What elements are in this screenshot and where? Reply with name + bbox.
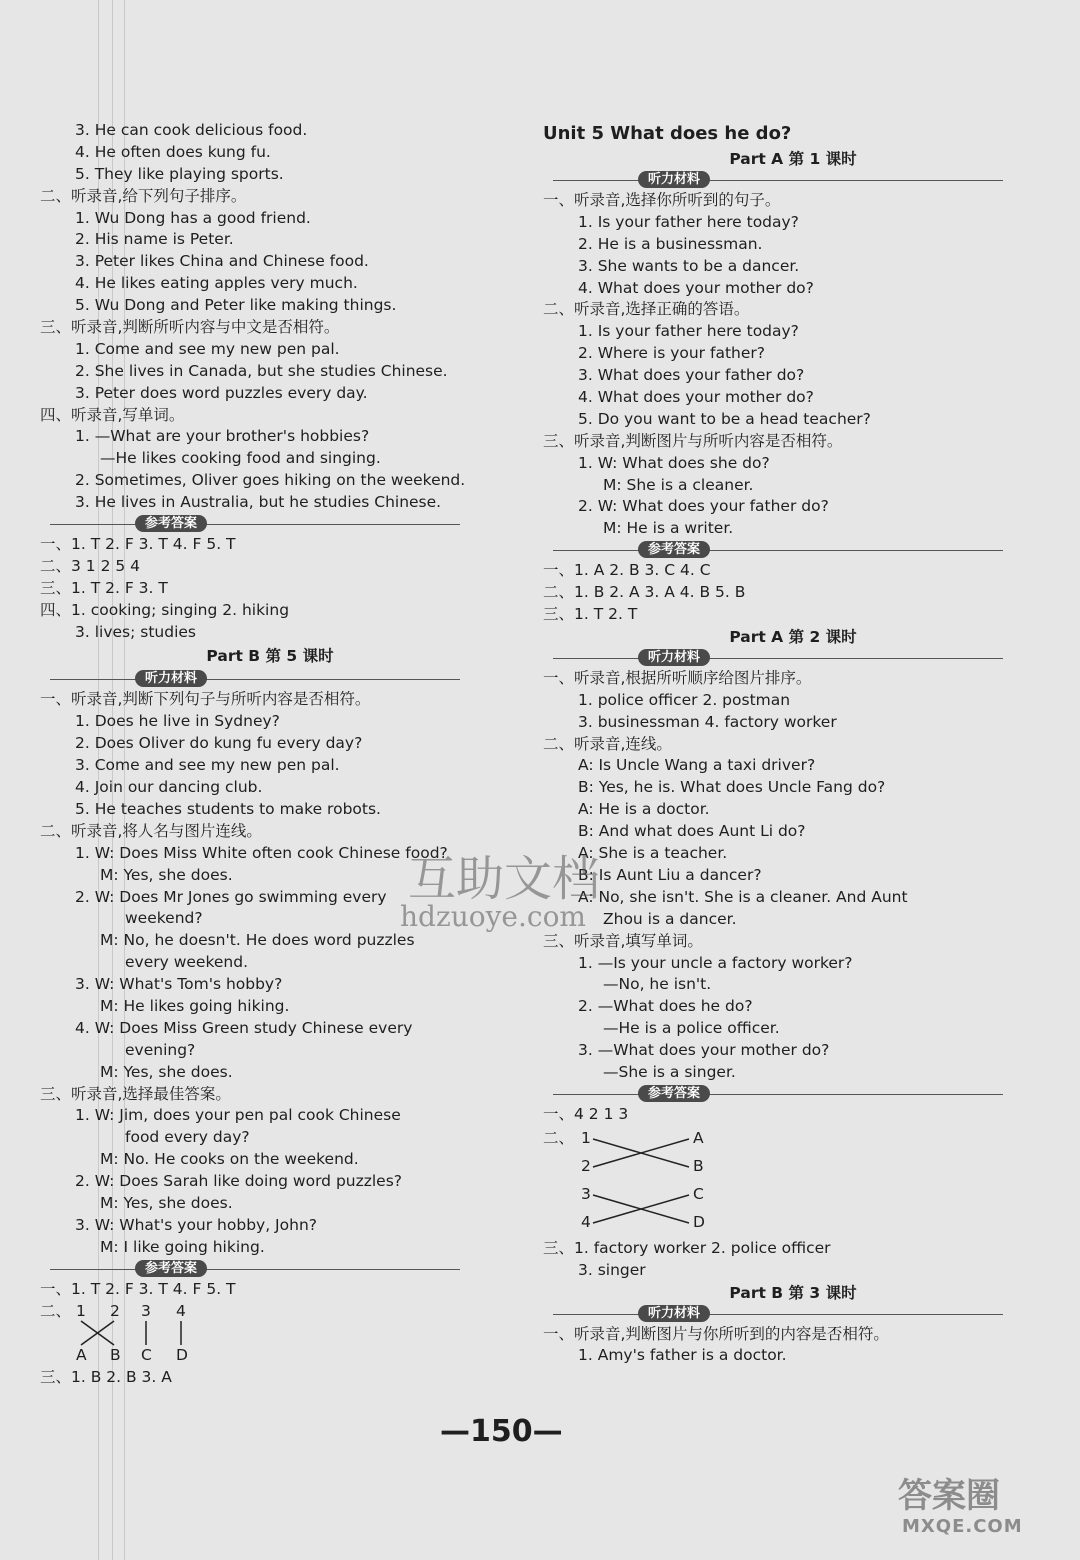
text-line: M: Yes, she does.: [100, 1193, 233, 1212]
left-column: [40, 120, 500, 1388]
listening-divider: [40, 669, 500, 689]
text-line: 1. Amy's father is a doctor.: [578, 1346, 787, 1365]
watermark-url: hdzuoye.com: [400, 900, 586, 933]
answer-label: 二、: [40, 1301, 72, 1320]
text-line: 3. Come and see my new pen pal.: [75, 756, 340, 775]
text-line: M: He is a writer.: [603, 519, 734, 538]
text-line: 1. W: Jim, does your pen pal cook Chinese: [75, 1106, 401, 1125]
text-line: A: No, she isn't. She is a cleaner. And Aunt: [578, 887, 908, 906]
text-line: 1. —What are your brother's hobbies?: [75, 427, 370, 446]
text-line: 1. police officer 2. postman: [578, 690, 791, 709]
match-number: 2: [581, 1156, 591, 1175]
section-heading: 一、听录音,选择你所听到的句子。: [543, 191, 781, 209]
answer-line: 二、3 1 2 5 4: [40, 556, 141, 575]
listening-divider: [543, 1304, 1043, 1324]
text-line: weekend?: [125, 909, 203, 928]
text-line: 2. Does Oliver do kung fu every day?: [75, 734, 363, 753]
site-logo: [898, 1468, 1068, 1548]
logo-text: 答案圈: [898, 1476, 1000, 1516]
section-heading: 四、听录音,写单词。: [40, 405, 185, 424]
text-line: 2. —What does he do?: [578, 997, 753, 1016]
text-line: —No, he isn't.: [603, 975, 712, 994]
text-line: 5. Wu Dong and Peter like making things.: [75, 296, 397, 315]
section-heading: 三、听录音,判断图片与所听内容是否相符。: [543, 431, 843, 450]
match-number: 4: [176, 1301, 186, 1320]
match-lines: [543, 1126, 723, 1238]
logo-site: MXQE.COM: [902, 1516, 1023, 1537]
text-line: Zhou is a dancer.: [603, 909, 737, 928]
answer-label: 二、: [543, 1128, 575, 1147]
section-heading: 三、听录音,选择最佳答案。: [40, 1084, 231, 1103]
lesson-heading: Part B 第 3 课时: [729, 1283, 857, 1302]
text-line: 1. Is your father here today?: [578, 212, 799, 231]
text-line: M: Yes, she does.: [100, 1062, 233, 1081]
text-line: 3. He lives in Australia, but he studies Chinese.: [75, 493, 442, 512]
listening-tag: 听力材料: [638, 649, 710, 666]
answer-line: 三、1. T 2. T: [543, 605, 638, 624]
section-heading: 三、听录音,填写单词。: [543, 931, 703, 950]
section-heading: 一、听录音,判断图片与你所听到的内容是否相符。: [543, 1324, 889, 1343]
text-line: M: No. He cooks on the weekend.: [100, 1150, 359, 1169]
text-line: 4. W: Does Miss Green study Chinese every: [75, 1018, 413, 1037]
text-line: 5. They like playing sports.: [75, 164, 284, 183]
text-line: 3. He can cook delicious food.: [75, 121, 308, 139]
match-letter: A: [76, 1345, 87, 1364]
answer-tag: 参考答案: [135, 515, 207, 532]
answer-line: 二、1. B 2. A 3. A 4. B 5. B: [543, 583, 746, 602]
listening-tag: 听力材料: [638, 1305, 710, 1322]
unit-title: Unit 5 What does he do?: [543, 123, 792, 144]
matching-answer: [40, 1301, 500, 1367]
match-letter: C: [693, 1184, 704, 1203]
listening-tag: 听力材料: [638, 171, 710, 188]
text-line: 2. His name is Peter.: [75, 230, 234, 249]
match-letter: C: [141, 1345, 152, 1364]
match-letter: A: [693, 1128, 704, 1147]
text-line: 2. Sometimes, Oliver goes hiking on the weekend.: [75, 471, 466, 490]
text-line: 3. businessman 4. factory worker: [578, 712, 837, 731]
right-column: [543, 120, 1043, 1367]
matching-answer: [543, 1126, 1043, 1238]
answer-tag: 参考答案: [638, 1085, 710, 1102]
listening-divider: [543, 170, 1043, 190]
text-line: 2. Where is your father?: [578, 344, 765, 363]
text-line: B: And what does Aunt Li do?: [578, 822, 806, 841]
text-line: 2. He is a businessman.: [578, 234, 763, 253]
match-letter: B: [693, 1156, 704, 1175]
text-line: B: Is Aunt Liu a dancer?: [578, 865, 762, 884]
text-line: 1. Come and see my new pen pal.: [75, 339, 340, 358]
text-line: A: Is Uncle Wang a taxi driver?: [578, 756, 816, 775]
match-number: 4: [581, 1212, 591, 1231]
answer-line: 四、1. cooking; singing 2. hiking: [40, 600, 290, 619]
text-line: 1. —Is your uncle a factory worker?: [578, 953, 853, 972]
section-heading: 一、听录音,判断下列句子与所听内容是否相符。: [40, 690, 371, 709]
answer-line: 一、4 2 1 3: [543, 1104, 629, 1123]
lesson-heading: Part B 第 5 课时: [206, 647, 334, 666]
match-number: 1: [581, 1128, 591, 1147]
text-line: —He is a police officer.: [603, 1019, 780, 1038]
answer-line: 一、1. T 2. F 3. T 4. F 5. T: [40, 1279, 236, 1298]
listening-divider: [543, 648, 1043, 668]
text-line: food every day?: [125, 1128, 250, 1147]
answer-line: 三、1. T 2. F 3. T: [40, 578, 168, 597]
text-line: M: Yes, she does.: [100, 865, 233, 884]
text-line: —He likes cooking food and singing.: [100, 449, 381, 468]
match-number: 1: [76, 1301, 86, 1320]
answer-line: 三、1. factory worker 2. police officer: [543, 1238, 831, 1257]
answer-divider: [543, 1084, 1043, 1104]
section-heading: 二、听录音,连线。: [543, 734, 672, 753]
lesson-heading: Part A 第 2 课时: [729, 627, 857, 646]
text-line: 1. Is your father here today?: [578, 322, 799, 341]
answer-divider: [543, 540, 1043, 560]
text-line: 1. Does he live in Sydney?: [75, 712, 280, 731]
match-number: 3: [141, 1301, 151, 1320]
answer-line: 一、1. A 2. B 3. C 4. C: [543, 561, 711, 580]
section-heading: 二、听录音,给下列句子排序。: [40, 186, 247, 205]
text-line: M: I like going hiking.: [100, 1237, 265, 1256]
answer-divider: [40, 1259, 500, 1279]
section-heading: 三、听录音,判断所听内容与中文是否相符。: [40, 318, 340, 337]
text-line: 2. She lives in Canada, but she studies Chinese.: [75, 361, 448, 380]
watermark: [400, 840, 630, 960]
text-line: every weekend.: [125, 953, 249, 972]
answer-line: 一、1. T 2. F 3. T 4. F 5. T: [40, 535, 236, 554]
text-line: 4. Join our dancing club.: [75, 778, 263, 797]
text-line: 2. W: Does Sarah like doing word puzzles?: [75, 1172, 403, 1191]
match-letter: D: [693, 1212, 705, 1231]
text-line: 4. What does your mother do?: [578, 278, 814, 297]
text-line: evening?: [125, 1040, 196, 1059]
match-letter: D: [176, 1345, 188, 1364]
match-number: 2: [110, 1301, 120, 1320]
answer-line: 3. lives; studies: [75, 622, 196, 641]
text-line: 2. W: What does your father do?: [578, 497, 829, 516]
text-line: 4. He often does kung fu.: [75, 142, 271, 161]
section-heading: 一、听录音,根据所听顺序给图片排序。: [543, 668, 812, 687]
section-heading: 二、听录音,选择正确的答语。: [543, 300, 750, 319]
match-letter: B: [110, 1345, 121, 1364]
listening-tag: 听力材料: [135, 670, 207, 687]
text-line: A: He is a doctor.: [578, 800, 710, 819]
text-line: 4. He likes eating apples very much.: [75, 274, 358, 293]
answer-line: 三、1. B 2. B 3. A: [40, 1367, 172, 1386]
text-line: M: He likes going hiking.: [100, 996, 290, 1015]
text-line: 2. W: Does Mr Jones go swimming every: [75, 887, 387, 906]
lesson-heading: Part A 第 1 课时: [729, 150, 857, 168]
answer-tag: 参考答案: [638, 541, 710, 558]
text-line: 1. Wu Dong has a good friend.: [75, 208, 311, 227]
answer-divider: [40, 514, 500, 534]
text-line: 3. W: What's Tom's hobby?: [75, 975, 283, 994]
text-line: —She is a singer.: [603, 1062, 736, 1081]
text-line: A: She is a teacher.: [578, 844, 728, 863]
page-number: —150—: [440, 1414, 563, 1449]
text-line: M: No, he doesn't. He does word puzzles: [100, 931, 415, 950]
text-line: 3. W: What's your hobby, John?: [75, 1215, 317, 1234]
match-lines: [40, 1301, 220, 1367]
text-line: 1. W: Does Miss White often cook Chinese food?: [75, 843, 448, 862]
text-line: 5. Do you want to be a head teacher?: [578, 409, 871, 428]
text-line: 1. W: What does she do?: [578, 453, 770, 472]
text-line: 3. Peter does word puzzles every day.: [75, 383, 368, 402]
answer-line: 3. singer: [578, 1260, 646, 1279]
answer-tag: 参考答案: [135, 1260, 207, 1277]
text-line: B: Yes, he is. What does Uncle Fang do?: [578, 778, 886, 797]
text-line: 3. —What does your mother do?: [578, 1041, 830, 1060]
watermark-text: 互助文档: [408, 851, 601, 907]
text-line: 3. What does your father do?: [578, 366, 805, 385]
text-line: 3. She wants to be a dancer.: [578, 256, 800, 275]
text-line: 4. What does your mother do?: [578, 388, 814, 407]
text-line: 3. Peter likes China and Chinese food.: [75, 252, 369, 271]
text-line: M: She is a cleaner.: [603, 475, 754, 494]
section-heading: 二、听录音,将人名与图片连线。: [40, 821, 262, 840]
match-number: 3: [581, 1184, 591, 1203]
text-line: 5. He teaches students to make robots.: [75, 799, 381, 818]
